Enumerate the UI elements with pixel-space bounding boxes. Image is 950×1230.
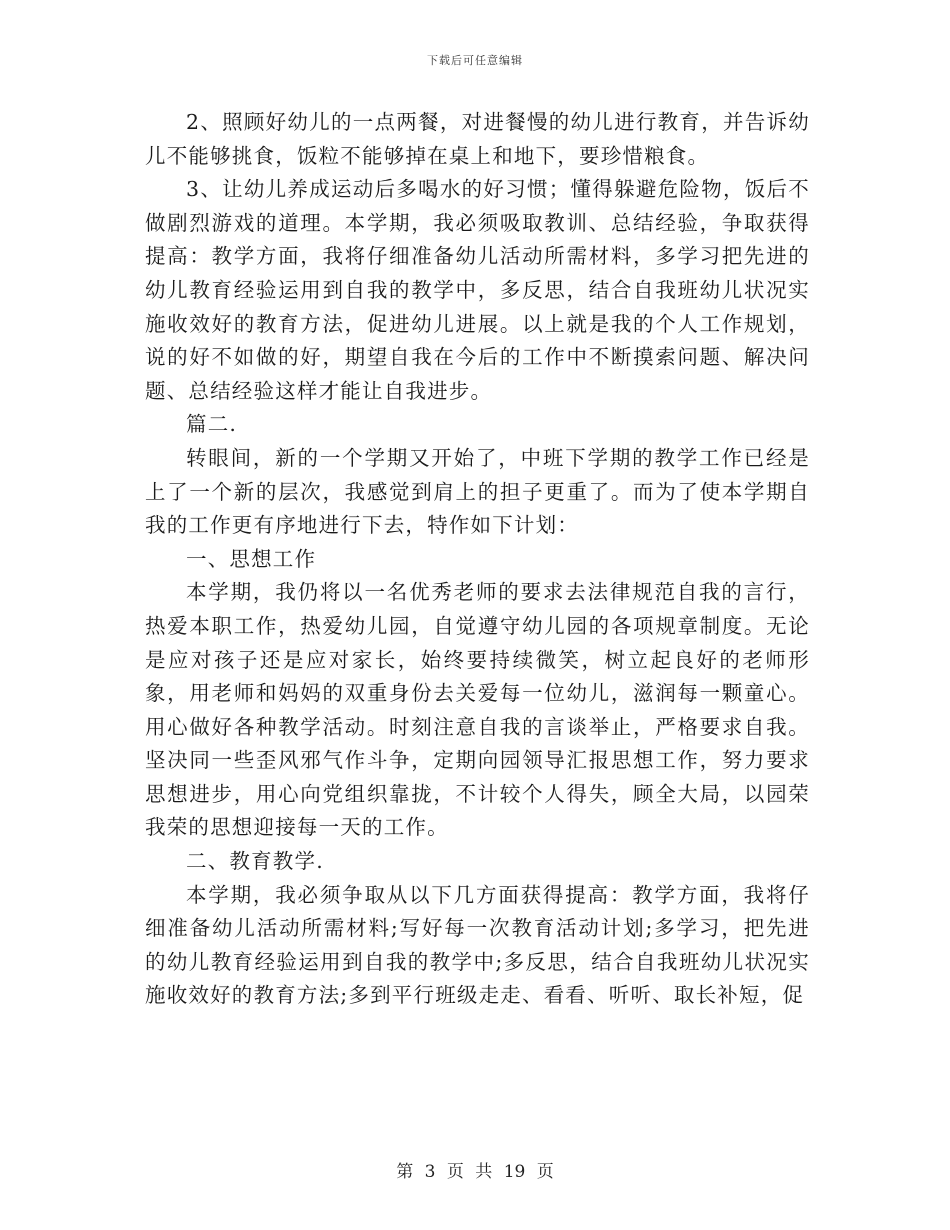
section-heading-thought-work: 一、思想工作 (186, 546, 317, 571)
document-body (145, 106, 810, 1013)
paragraph-education: 本学期，我必须争取从以下几方面获得提高：教学方面，我将仔细准备幼儿活动所需材料;写好每一次教育活动计划;多学习，把先进的幼儿教育经验运用到自我的教学中;多反思，结合自我班幼儿状况实施收效好的教育方法;多到平行班级走走、看看、听听、取长补短，促 (145, 882, 810, 1008)
paragraph-intro: 转眼间，新的一个学期又开始了，中班下学期的教学工作已经是上了一个新的层次，我感觉到肩上的担子更重了。而为了使本学期自我的工作更有序地进行下去，特作如下计划： (145, 445, 810, 538)
section-heading-part-two: 篇二. (186, 412, 238, 437)
paragraph-thought-work: 本学期，我仍将以一名优秀老师的要求去法律规范自我的言行，热爱本职工作，热爱幼儿园，自觉遵守幼儿园的各项规章制度。无论是应对孩子还是应对家长，始终要持续微笑，树立起良好的老师形象，用老师和妈妈的双重身份去关爱每一位幼儿，滋润每一颗童心。用心做好各种教学活动。时刻注意自我的言谈举止，严格要求自我。坚决同一些歪风邪气作斗争，定期向园领导汇报思想工作，努力要求思想进步，用心向党组织靠拢，不计较个人得失，顾全大局，以园荣我荣的思想迎接每一天的工作。 (145, 580, 810, 840)
page-header-note: 下载后可任意编辑 (427, 54, 523, 67)
page-number-footer: 第 3 页 共 19 页 (396, 1162, 554, 1182)
paragraph-item-2: 2、照顾好幼儿的一点两餐，对进餐慢的幼儿进行教育，并告诉幼儿不能够挑食，饭粒不能够掉在桌上和地下，要珍惜粮食。 (145, 110, 810, 168)
section-heading-education: 二、教育教学. (186, 849, 324, 874)
paragraph-item-3: 3、让幼儿养成运动后多喝水的好习惯；懂得躲避危险物，饭后不做剧烈游戏的道理。本学期，我必须吸取教训、总结经验，争取获得提高：教学方面，我将仔细准备幼儿活动所需材料，多学习把先进的幼儿教育经验运用到自我的教学中，多反思，结合自我班幼儿状况实施收效好的教育方法，促进幼儿进展。以上就是我的个人工作规划，说的好不如做的好，期望自我在今后的工作中不断摸索问题、解决问题、总结经验这样才能让自我进步。 (145, 177, 810, 403)
